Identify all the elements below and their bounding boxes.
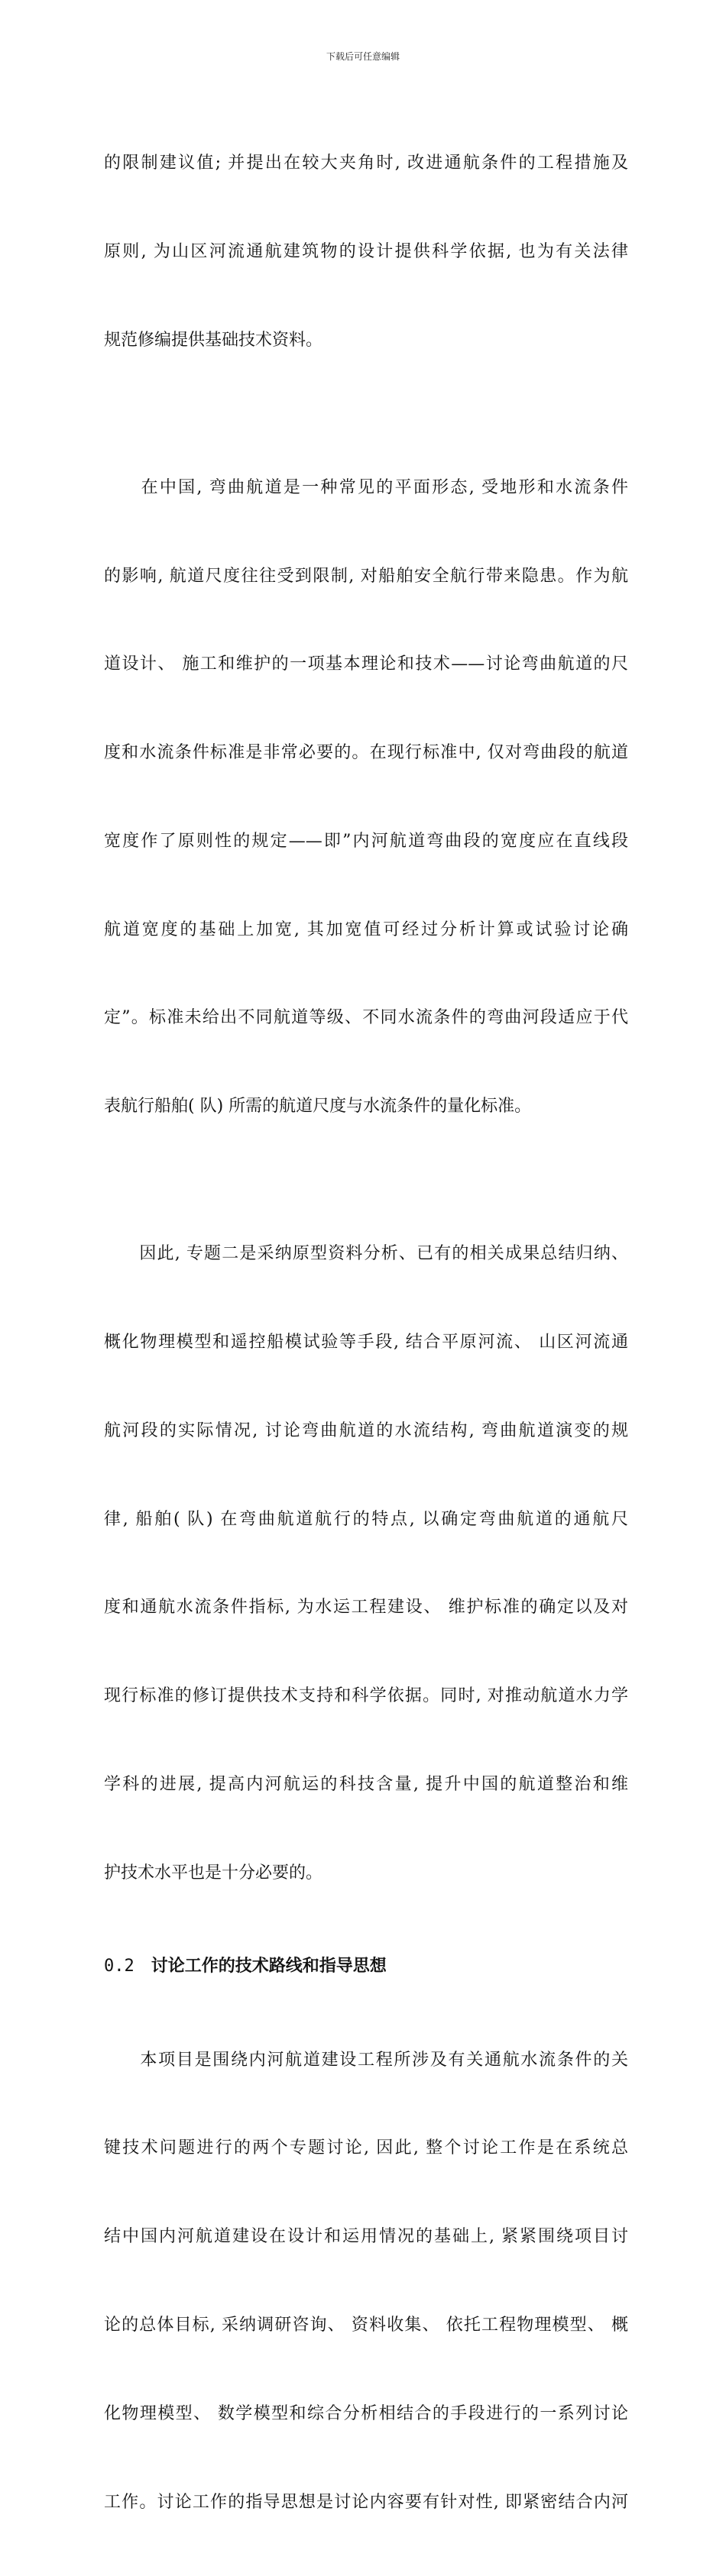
paragraph-line: 定”。标准未给出不同航道等级、不同水流条件的弯曲河段适应于代 bbox=[104, 1008, 628, 1028]
paragraph-4 bbox=[104, 1986, 628, 2576]
paragraph-line: 律, 船舶( 队) 在弯曲航道航行的特点, 以确定弯曲航道的通航尺 bbox=[104, 1509, 628, 1529]
section-title: 讨论工作的技术路线和指导思想 bbox=[151, 1957, 387, 1976]
paragraph-line: 现行标准的修订提供技术支持和科学依据。同时, 对推动航道水力学 bbox=[104, 1686, 628, 1706]
paragraph-line: 航道宽度的基础上加宽, 其加宽值可经过分析计算或试验讨论确 bbox=[104, 920, 628, 939]
paragraph-line: 表航行船舶( 队) 所需的航道尺度与水流条件的量化标准。 bbox=[104, 1097, 532, 1117]
paragraph-line: 度和通航水流条件指标, 为水运工程建设、 维护标准的确定以及对 bbox=[104, 1598, 628, 1618]
paragraph-line: 的影响, 航道尺度往往受到限制, 对船舶安全航行带来隐患。作为航 bbox=[104, 566, 628, 586]
paragraph-1 bbox=[104, 90, 628, 415]
paragraph-line: 规范修编提供基础技术资料。 bbox=[104, 330, 323, 350]
paragraph-line: 航河段的实际情况, 讨论弯曲航道的水流结构, 弯曲航道演变的规 bbox=[104, 1421, 628, 1440]
paragraph-line: 原则, 为山区河流通航建筑物的设计提供科学依据, 也为有关法律 bbox=[104, 241, 628, 261]
document-body bbox=[104, 90, 628, 2576]
paragraph-2 bbox=[104, 415, 628, 1181]
paragraph-line: 化物理模型、 数学模型和综合分析相结合的手段进行的一系列讨论 bbox=[104, 2403, 628, 2423]
paragraph-line: 工作。讨论工作的指导思想是讨论内容要有针对性, 即紧密结合内河 bbox=[104, 2492, 628, 2512]
section-heading bbox=[104, 1951, 628, 1982]
paragraph-line: 学科的进展, 提高内河航运的科技含量, 提升中国的航道整治和维 bbox=[104, 1774, 628, 1794]
section-number: 0.2 bbox=[104, 1957, 135, 1976]
paragraph-line: 论的总体目标, 采纳调研咨询、 资料收集、 依托工程物理模型、 概 bbox=[104, 2315, 628, 2335]
paragraph-line: 因此, 专题二是采纳原型资料分析、已有的相关成果总结归纳、 bbox=[104, 1244, 628, 1264]
paragraph-line: 在中国, 弯曲航道是一种常见的平面形态, 受地形和水流条件 bbox=[104, 477, 628, 497]
page-header: 下载后可任意编辑 bbox=[326, 51, 400, 62]
paragraph-line: 键技术问题进行的两个专题讨论, 因此, 整个讨论工作是在系统总 bbox=[104, 2138, 628, 2158]
paragraph-3 bbox=[104, 1181, 628, 1947]
paragraph-line: 结中国内河航道建设在设计和运用情况的基础上, 紧紧围绕项目讨 bbox=[104, 2227, 628, 2247]
paragraph-line: 道设计、 施工和维护的一项基本理论和技术——讨论弯曲航道的尺 bbox=[104, 655, 628, 674]
paragraph-line: 本项目是围绕内河航道建设工程所涉及有关通航水流条件的关 bbox=[104, 2050, 628, 2070]
paragraph-line: 的限制建议值; 并提出在较大夹角时, 改进通航条件的工程措施及 bbox=[104, 154, 628, 173]
paragraph-line: 护技术水平也是十分必要的。 bbox=[104, 1863, 323, 1883]
paragraph-line: 概化物理模型和遥控船模试验等手段, 结合平原河流、 山区河流通 bbox=[104, 1332, 628, 1352]
paragraph-line: 宽度作了原则性的规定——即”内河航道弯曲段的宽度应在直线段 bbox=[104, 831, 628, 851]
paragraph-line: 度和水流条件标准是非常必要的。在现行标准中, 仅对弯曲段的航道 bbox=[104, 743, 628, 763]
